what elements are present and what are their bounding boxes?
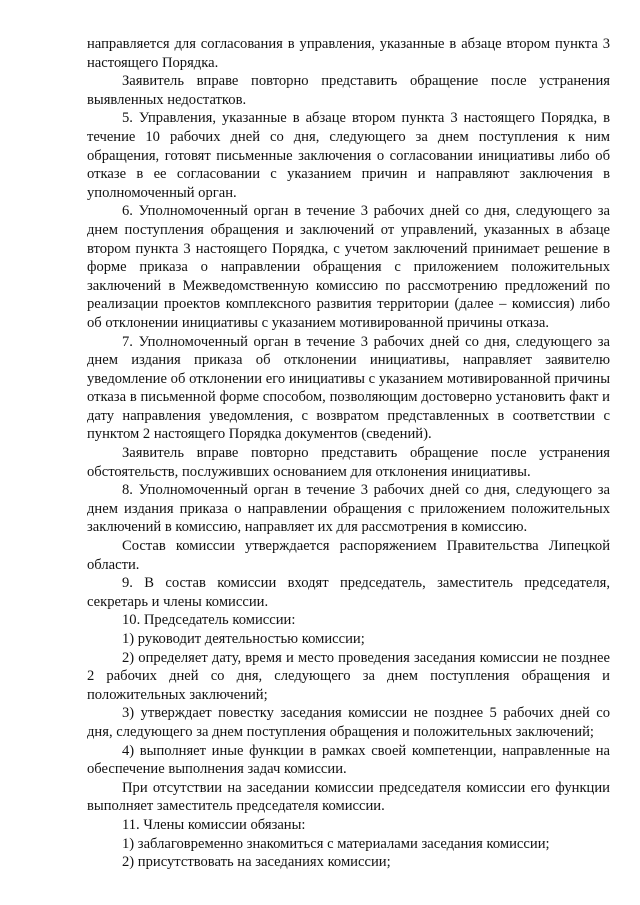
paragraph-item-11-1: 1) заблаговременно знакомиться с материалами заседания комиссии; bbox=[122, 835, 550, 852]
paragraph-item-8: 8. Уполномоченный орган в течение 3 рабочих дней со дня, следующего за днем издания приказа о направлении обращения с приложением положительных заключений в комиссию, направляет их для рассмотрения в комиссию. bbox=[87, 482, 610, 536]
paragraph-item-7: 7. Уполномоченный орган в течение 3 рабочих дней со дня, следующего за днем издания приказа об отклонении инициативы, направляет заявителю уведомление об отклонении его инициативы с указанием мотивированной причины отказа в письменной форме способом, позволяющим достоверно установить факт и дату направления уведомления, с возвратом представленных в соответствии с пунктом 2 настоящего Порядка документов (сведений). bbox=[87, 333, 610, 443]
paragraph-chair-absence: При отсутствии на заседании комиссии председателя комиссии его функции выполняет заместитель председателя комиссии. bbox=[87, 779, 610, 815]
paragraph-continuation: направляется для согласования в управления, указанные в абзаце втором пункта 3 настоящего Порядка. bbox=[87, 36, 610, 71]
paragraph-item-10-1: 1) руководит деятельностью комиссии; bbox=[122, 631, 365, 647]
paragraph-item-5: 5. Управления, указанные в абзаце втором пункта 3 настоящего Порядка, в течение 10 рабочих дней со дня, следующего за днем поступления к ним обращения, готовят письменные заключения о согласовании инициативы либо об отказе в ее согласовании с указанием причин и направляют заключения в уполномоченный орган. bbox=[87, 110, 610, 201]
document-page bbox=[87, 35, 610, 872]
paragraph-item-6: 6. Уполномоченный орган в течение 3 рабочих дней со дня, следующего за днем поступления обращения и заключений от управлений, указанных в абзаце втором пункта 3 настоящего Порядка, с учетом заключений принимает решение в форме приказа о направлении обращения с приложением положительных заключений в Межведомственную комиссию по рассмотрению предложений по реализации проектов комплексного развития территории (далее – комиссия) либо об отклонении инициативы с указанием мотивированной причины отказа. bbox=[87, 203, 610, 331]
paragraph-item-10-4: 4) выполняет иные функции в рамках своей компетенции, направленные на обеспечение выполнения задач комиссии. bbox=[87, 742, 610, 778]
paragraph-resubmit-after-fix: Заявитель вправе повторно представить обращение после устранения выявленных недостатков. bbox=[87, 73, 610, 108]
paragraph-item-10: 10. Председатель комиссии: bbox=[122, 612, 296, 629]
paragraph-commission-composition: Состав комиссии утверждается распоряжением Правительства Липецкой области. bbox=[87, 538, 610, 573]
paragraph-item-10-2: 2) определяет дату, время и место проведения заседания комиссии не позднее 2 рабочих дней со дня, следующего за днем поступления обращения и положительных заключений; bbox=[87, 649, 610, 703]
paragraph-item-9: 9. В состав комиссии входят председатель, заместитель председателя, секретарь и члены комиссии. bbox=[87, 575, 610, 610]
paragraph-resubmit-after-rejection: Заявитель вправе повторно представить обращение после устранения обстоятельств, послуживших основанием для отклонения инициативы. bbox=[87, 445, 610, 480]
paragraph-item-11: 11. Члены комиссии обязаны: bbox=[122, 816, 306, 833]
paragraph-item-11-2: 2) присутствовать на заседаниях комиссии; bbox=[122, 854, 391, 871]
paragraph-item-10-3: 3) утверждает повестку заседания комиссии не позднее 5 рабочих дней со дня, следующего за днем поступления обращения и положительных заключений; bbox=[87, 705, 610, 740]
